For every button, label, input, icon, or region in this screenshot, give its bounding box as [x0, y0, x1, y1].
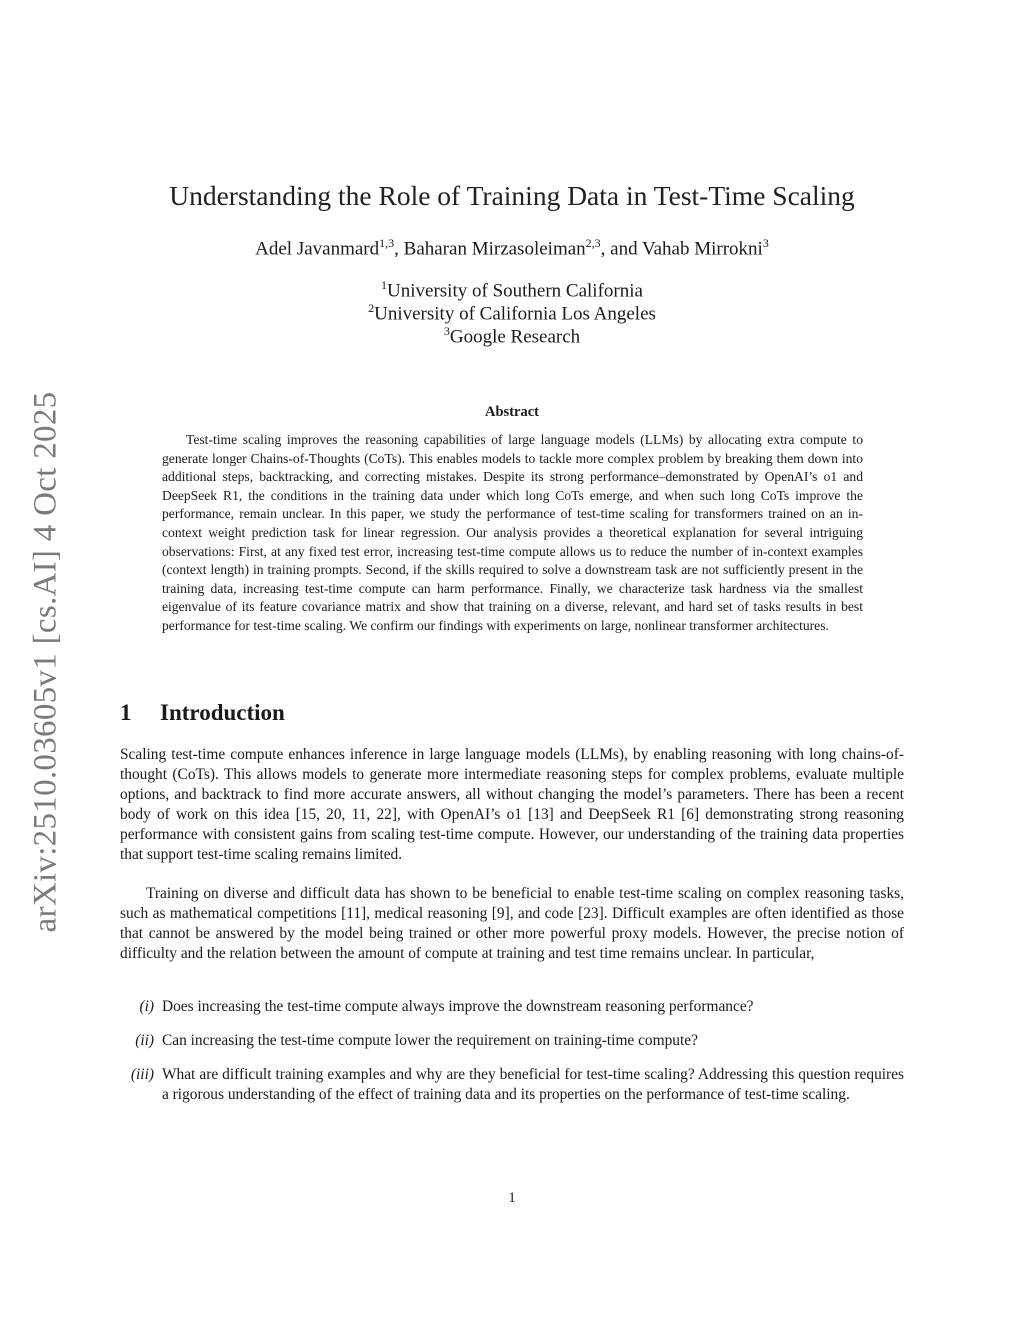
page-number: 1 — [508, 1190, 516, 1206]
question-label: (ii) — [135, 1032, 154, 1049]
affiliation-marker: 1 — [381, 278, 388, 292]
question-label: (iii) — [130, 1066, 154, 1083]
affiliation-name: Google Research — [449, 326, 581, 348]
affiliation-name: University of California Los Angeles — [374, 303, 656, 325]
question-label: (i) — [139, 998, 154, 1015]
author-name: Baharan Mirzasoleiman — [403, 238, 586, 260]
section-title: Introduction — [160, 700, 285, 725]
affiliation-marker: 3 — [443, 324, 450, 338]
author-affiliation-marker: 3 — [762, 236, 769, 250]
question-text: Does increasing the test-time compute always improve the downstream reasoning performance? — [162, 998, 754, 1015]
affiliation-marker: 2 — [368, 301, 375, 315]
affiliation — [0, 278, 1024, 302]
section-number: 1 — [120, 700, 132, 725]
affiliation-name: University of Southern California — [387, 280, 643, 302]
author-separator: , — [394, 238, 404, 260]
question-text: Can increasing the test-time compute lower the requirement on training-time compute? — [162, 1032, 698, 1049]
body-paragraph: Training on diverse and difficult data has shown to be beneficial to enable test-time scaling on complex reasoning tasks, such as mathematical competitions [11], medical reasoning [9], and code [23]. Difficult examples are often identified as those that cannot be answered by the model being trained or other more powerful proxy models. However, the precise notion of difficulty and the relation between the amount of compute at training and test time remains unclear. In particular, — [120, 885, 904, 962]
author-name: Vahab Mirrokni — [642, 238, 763, 260]
paper-title: Understanding the Role of Training Data in Test-Time Scaling — [169, 180, 855, 211]
author-name: Adel Javanmard — [255, 238, 380, 260]
arxiv-identifier-stamp: arXiv:2510.03605v1 [cs.AI] 4 Oct 2025 — [27, 391, 64, 933]
author-affiliation-marker: 2,3 — [585, 236, 601, 250]
abstract-heading: Abstract — [485, 404, 539, 420]
body-paragraph: Scaling test-time compute enhances inference in large language models (LLMs), by enabling reasoning with long chains-of-thought (CoTs). This allows models to generate more intermediate reasoning steps for complex problems, evaluate multiple options, and backtrack to find more accurate answers, all without changing the model’s parameters. There has been a recent body of work on this idea [15, 20, 11, 22], with OpenAI’s o1 [13] and DeepSeek R1 [6] demonstrating strong reasoning performance with consistent gains from scaling test-time compute. However, our understanding of the training data properties that support test-time scaling remains limited. — [120, 746, 904, 863]
author-list — [0, 236, 1024, 260]
question-text: What are difficult training examples and why are they beneficial for test-time scaling? Addressing this question requires a rigorous understanding of the effect of training data and its properties on the performance of test-time scaling. — [162, 1066, 904, 1103]
author-affiliation-marker: 1,3 — [379, 236, 395, 250]
affiliation — [0, 324, 1024, 348]
author-separator: , and — [600, 238, 642, 260]
section-heading — [120, 700, 285, 726]
abstract-text: Test-time scaling improves the reasoning capabilities of large language models (LLMs) by allocating extra compute to generate longer Chains-of-Thoughts (CoTs). This enables models to tackle more complex problem by breaking them down into additional steps, backtracking, and correcting mistakes. Despite its strong performance–demonstrated by OpenAI’s o1 and DeepSeek R1, the conditions in the training data under which long CoTs emerge, and when such long CoTs improve the performance, remain unclear. In this paper, we study the performance of test-time scaling for transformers trained on an in-context weight prediction task for linear regression. Our analysis provides a theoretical explanation for several intriguing observations: First, at any fixed test error, increasing test-time compute allows us to reduce the number of in-context examples (context length) in training prompts. Second, if the skills required to solve a downstream task are not sufficiently present in the training data, increasing test-time compute can harm performance. Finally, we characterize task hardness via the smallest eigenvalue of its feature covariance matrix and show that training on a diverse, relevant, and hard set of tasks results in best performance for test-time scaling. We confirm our findings with experiments on large, nonlinear transformer architectures. — [162, 432, 863, 633]
affiliation — [0, 301, 1024, 325]
